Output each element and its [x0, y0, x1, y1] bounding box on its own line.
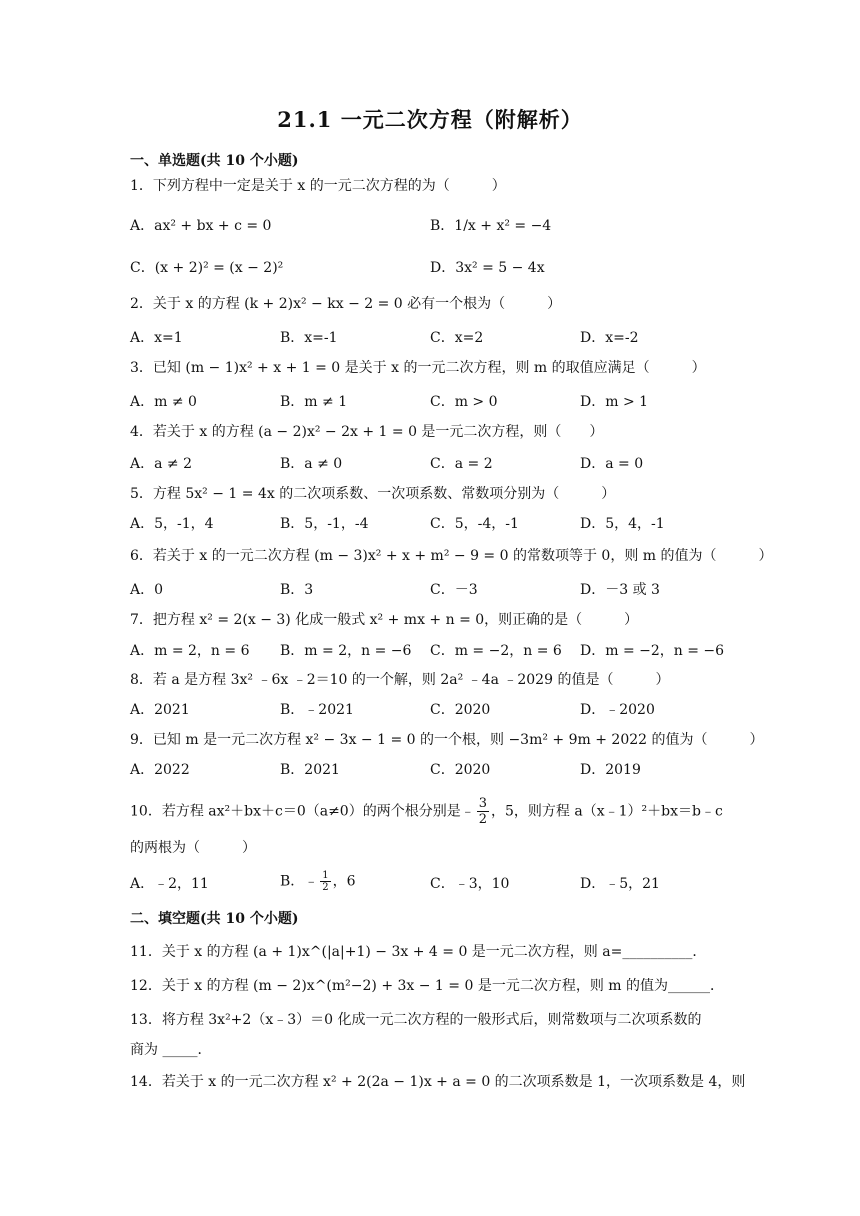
question-9-option-a: A．2022: [130, 762, 190, 778]
question-3-option-a: A．m ≠ 0: [130, 394, 197, 410]
question-6-option-b: B．3: [280, 582, 314, 598]
question-10-stem-text-a: 10．若方程 ax²＋bx＋c＝0（a≠0）的两个根分别是﹣: [130, 803, 475, 820]
question-2-option-a: A．x=1: [130, 330, 183, 346]
question-5-stem: 5．方程 5x² − 1 = 4x 的二次项系数、一次项系数、常数项分别为（ ）: [130, 486, 616, 502]
option-b-suffix: ，6: [332, 873, 356, 890]
question-8-option-a: A．2021: [130, 702, 190, 718]
question-9-option-c: C．2020: [430, 762, 491, 778]
question-10-option-a: A．﹣2，11: [130, 876, 209, 892]
question-4-option-a: A．a ≠ 2: [130, 456, 192, 472]
question-13-stem-line-2: 商为 _____．: [130, 1042, 212, 1058]
question-11-stem: 11．关于 x 的方程 (a + 1)x^(|a|+1) − 3x + 4 = 0 是一元二次方程，则 a=__________．: [130, 944, 707, 960]
question-4-stem: 4．若关于 x 的方程 (a − 2)x² − 2x + 1 = 0 是一元二次方程，则（ ）: [130, 424, 604, 440]
question-14-stem: 14．若关于 x 的一元二次方程 x² + 2(2a − 1)x + a = 0 的二次项系数是 1，一次项系数是 4，则: [130, 1074, 746, 1090]
section-heading-fill-blank: 二、填空题(共 10 个小题): [130, 911, 299, 927]
question-1-option-c: C．(x + 2)² = (x − 2)²: [130, 260, 284, 276]
question-5-option-b: B．5，-1，-4: [280, 516, 369, 532]
question-8-stem: 8．若 a 是方程 3x² ﹣6x ﹣2＝10 的一个解，则 2a² ﹣4a ﹣2029 的值是（ ）: [130, 672, 670, 688]
question-9-option-d: D．2019: [580, 762, 641, 778]
question-1-option-a: A．ax² + bx + c = 0: [130, 218, 272, 234]
question-10-stem-text-b: ，5，则方程 a（x﹣1）²＋bx＝b﹣c: [491, 803, 723, 820]
question-3-stem: 3．已知 (m − 1)x² + x + 1 = 0 是关于 x 的一元二次方程，则 m 的取值应满足（ ）: [130, 360, 706, 376]
question-7-stem: 7．把方程 x² = 2(x − 3) 化成一般式 x² + mx + n = 0，则正确的是（ ）: [130, 612, 639, 628]
question-6-option-d: D．－3 或 3: [580, 582, 660, 598]
fraction-denominator: 2: [478, 812, 487, 827]
question-3-option-d: D．m > 1: [580, 394, 649, 410]
fraction-denominator: 2: [322, 882, 329, 893]
question-13-stem-line-1: 13．将方程 3x²+2（x﹣3）＝0 化成一元二次方程的一般形式后，则常数项与二次项系数的: [130, 1012, 702, 1028]
question-1-stem: 1．下列方程中一定是关于 x 的一元二次方程的为（ ）: [130, 178, 506, 194]
question-9-option-b: B．2021: [280, 762, 340, 778]
fraction-numerator: 1: [322, 870, 329, 881]
question-3-option-c: C．m > 0: [430, 394, 498, 410]
question-1-option-d: D．3x² = 5 − 4x: [430, 260, 545, 276]
question-10-stem-line-2: 的两根为（ ）: [130, 840, 256, 856]
question-8-option-d: D．﹣2020: [580, 702, 655, 718]
question-8-option-b: B．﹣2021: [280, 702, 354, 718]
question-2-option-b: B．x=-1: [280, 330, 338, 346]
question-5-option-d: D．5，4，-1: [580, 516, 665, 532]
question-10-option-d: D．﹣5，21: [580, 876, 660, 892]
fraction-one-half: [320, 870, 330, 893]
question-2-option-c: C．x=2: [430, 330, 484, 346]
fraction-numerator: 3: [478, 796, 487, 811]
question-10-option-c: C．﹣3，10: [430, 876, 510, 892]
section-heading-single-choice: 一、单选题(共 10 个小题): [130, 153, 299, 169]
question-6-stem: 6．若关于 x 的一元二次方程 (m − 3)x² + x + m² − 9 = 0 的常数项等于 0，则 m 的值为（ ）: [130, 548, 773, 564]
question-5-option-a: A．5，-1，4: [130, 516, 214, 532]
question-8-option-c: C．2020: [430, 702, 491, 718]
question-12-stem: 12．关于 x 的方程 (m − 2)x^(m²−2) + 3x − 1 = 0 是一元二次方程，则 m 的值为______．: [130, 978, 725, 994]
question-4-option-d: D．a = 0: [580, 456, 644, 472]
question-6-option-a: A．0: [130, 582, 164, 598]
question-9-stem: 9．已知 m 是一元二次方程 x² − 3x − 1 = 0 的一个根，则 −3m² + 9m + 2022 的值为（ ）: [130, 732, 764, 748]
option-b-prefix: B．﹣: [280, 873, 319, 890]
question-7-option-c: C．m = −2，n = 6: [430, 643, 562, 659]
question-3-option-b: B．m ≠ 1: [280, 394, 348, 410]
question-7-option-d: D．m = −2，n = −6: [580, 643, 725, 659]
question-2-option-d: D．x=-2: [580, 330, 639, 346]
question-4-option-c: C．a = 2: [430, 456, 493, 472]
question-7-option-a: A．m = 2，n = 6: [130, 643, 250, 659]
question-5-option-c: C．5，-4，-1: [430, 516, 519, 532]
question-10-option-b: [280, 870, 356, 893]
page-title: 21.1 一元二次方程（附解析）: [277, 107, 583, 132]
fraction-three-halves: [477, 796, 489, 827]
question-4-option-b: B．a ≠ 0: [280, 456, 343, 472]
question-10-stem-line-1: [130, 796, 723, 827]
question-1-option-b: B．1/x + x² = −4: [430, 218, 552, 234]
question-6-option-c: C．－3: [430, 582, 478, 598]
question-2-stem: 2．关于 x 的方程 (k + 2)x² − kx − 2 = 0 必有一个根为（ ）: [130, 296, 562, 312]
question-7-option-b: B．m = 2，n = −6: [280, 643, 412, 659]
